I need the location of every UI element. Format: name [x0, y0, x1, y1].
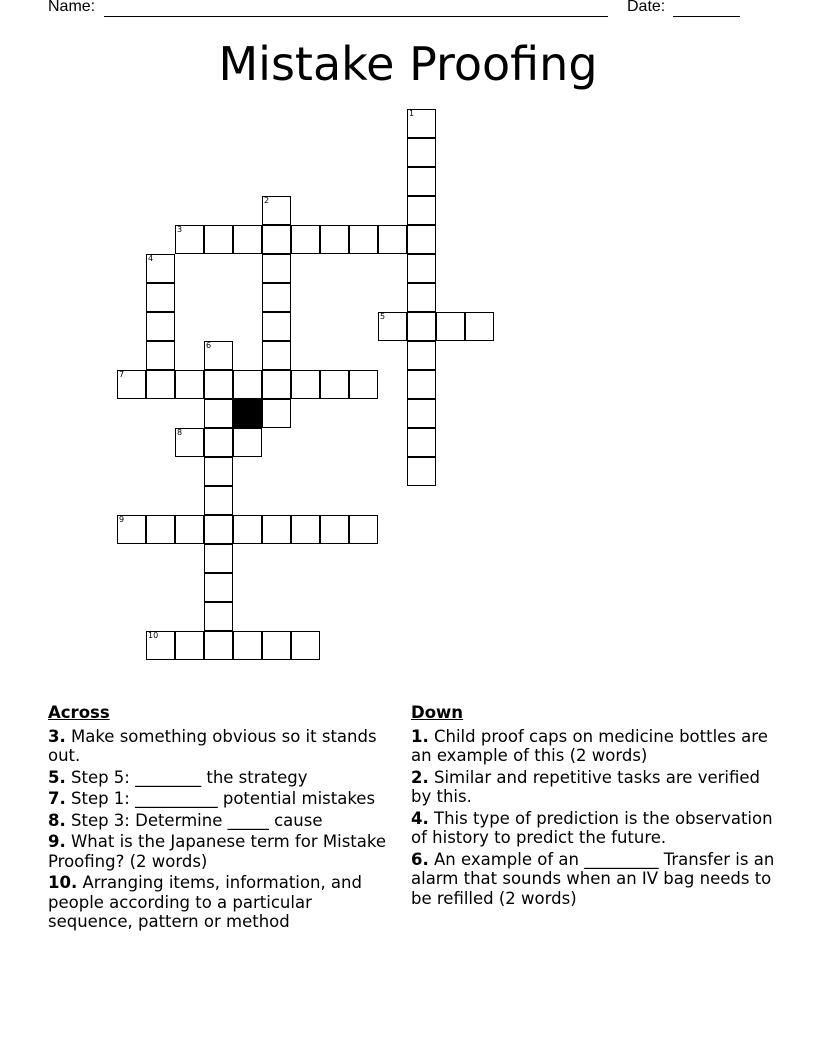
grid-cell[interactable]	[233, 515, 262, 544]
clue-number: 2.	[411, 767, 429, 787]
grid-cell[interactable]	[233, 370, 262, 399]
grid-cell[interactable]	[117, 515, 146, 544]
across-clue	[48, 768, 398, 788]
grid-cell[interactable]	[436, 312, 465, 341]
grid-cell[interactable]	[407, 457, 436, 486]
grid-cell[interactable]	[407, 370, 436, 399]
grid-cell[interactable]	[204, 457, 233, 486]
clue-number: 3	[177, 225, 183, 234]
grid-cell[interactable]	[291, 370, 320, 399]
grid-cell[interactable]	[146, 283, 175, 312]
across-clue	[48, 789, 398, 809]
clue-number: 6	[206, 341, 212, 350]
grid-cell[interactable]	[407, 254, 436, 283]
grid-cell[interactable]	[262, 196, 291, 225]
across-clue	[48, 873, 398, 932]
clue-number: 6.	[411, 849, 429, 869]
clue-text: Make something obvious so it stands out.	[48, 726, 377, 765]
grid-cell[interactable]	[204, 370, 233, 399]
grid-cell[interactable]	[407, 428, 436, 457]
across-clue-list	[48, 727, 398, 932]
name-label: Name:	[48, 0, 96, 15]
grid-cell[interactable]	[378, 225, 407, 254]
down-clue	[411, 768, 781, 807]
down-clue	[411, 727, 781, 766]
clue-number: 8	[177, 428, 183, 437]
grid-cell[interactable]	[291, 515, 320, 544]
down-clue-list	[411, 727, 781, 909]
grid-cell[interactable]	[146, 370, 175, 399]
black-cell	[233, 399, 262, 428]
page-title: Mistake Proofing	[218, 37, 598, 91]
clue-number: 2	[264, 196, 270, 205]
across-clue	[48, 832, 398, 871]
down-clue	[411, 850, 781, 909]
grid-cell[interactable]	[233, 225, 262, 254]
grid-cell[interactable]	[262, 370, 291, 399]
clue-number: 4	[148, 254, 154, 263]
date-label: Date:	[627, 0, 666, 15]
grid-cell[interactable]	[204, 399, 233, 428]
grid-cell[interactable]	[233, 631, 262, 660]
clue-number: 1.	[411, 726, 429, 746]
grid-cell[interactable]	[407, 138, 436, 167]
grid-cell[interactable]	[262, 341, 291, 370]
grid-cell[interactable]	[407, 312, 436, 341]
grid-cell[interactable]	[378, 312, 407, 341]
grid-cell[interactable]	[146, 254, 175, 283]
grid-cell[interactable]	[175, 225, 204, 254]
clue-number: 1	[409, 109, 415, 118]
clue-text: An example of an _________ Transfer is an alarm that sounds when an IV bag needs to be refilled (2 words)	[411, 849, 775, 908]
grid-cell[interactable]	[146, 312, 175, 341]
grid-cell[interactable]	[465, 312, 494, 341]
grid-cell[interactable]	[204, 631, 233, 660]
down-clue	[411, 809, 781, 848]
clue-text: Similar and repetitive tasks are verified by this.	[411, 767, 760, 806]
clue-text: This type of prediction is the observation of history to predict the future.	[411, 808, 773, 847]
across-clues	[48, 703, 398, 934]
clue-text: Arranging items, information, and people according to a particular sequence, pattern or method	[48, 873, 362, 931]
grid-cell[interactable]	[262, 225, 291, 254]
grid-cell[interactable]	[175, 631, 204, 660]
grid-cell[interactable]	[262, 515, 291, 544]
grid-cell[interactable]	[146, 341, 175, 370]
grid-cell[interactable]	[320, 225, 349, 254]
grid-cell[interactable]	[233, 428, 262, 457]
grid-cell[interactable]	[262, 399, 291, 428]
clue-number: 7	[119, 370, 125, 379]
down-heading: Down	[411, 703, 464, 722]
grid-cell[interactable]	[291, 631, 320, 660]
clue-number: 5.	[48, 767, 66, 787]
grid-cell[interactable]	[349, 225, 378, 254]
grid-cell[interactable]	[175, 515, 204, 544]
clue-number: 3.	[48, 726, 66, 746]
grid-cell[interactable]	[262, 283, 291, 312]
grid-cell[interactable]	[204, 602, 233, 631]
grid-cell[interactable]	[349, 515, 378, 544]
grid-cell[interactable]	[407, 341, 436, 370]
grid-cell[interactable]	[204, 225, 233, 254]
grid-cell[interactable]	[407, 399, 436, 428]
grid-cell[interactable]	[204, 341, 233, 370]
clue-number: 10.	[48, 873, 78, 892]
grid-cell[interactable]	[204, 573, 233, 602]
clue-number: 10	[148, 631, 159, 640]
clue-number: 9.	[48, 832, 66, 851]
grid-cell[interactable]	[407, 225, 436, 254]
grid-cell[interactable]	[204, 544, 233, 573]
clue-number: 4.	[411, 808, 429, 828]
grid-cell[interactable]	[146, 631, 175, 660]
clue-number: 5	[380, 312, 386, 321]
grid-cell[interactable]	[262, 312, 291, 341]
clue-number: 7.	[48, 789, 66, 808]
grid-cell[interactable]	[175, 428, 204, 457]
grid-cell[interactable]	[320, 515, 349, 544]
clue-text: Step 1: __________ potential mistakes	[65, 789, 376, 808]
clue-text: Step 5: ________ the strategy	[65, 767, 308, 787]
across-clue	[48, 811, 398, 831]
grid-cell[interactable]	[146, 515, 175, 544]
clue-text: What is the Japanese term for Mistake Proofing? (2 words)	[48, 832, 386, 871]
grid-cell[interactable]	[291, 225, 320, 254]
grid-cell[interactable]	[175, 370, 204, 399]
across-heading: Across	[48, 703, 110, 722]
grid-cell[interactable]	[407, 167, 436, 196]
grid-cell[interactable]	[117, 370, 146, 399]
grid-cell[interactable]	[204, 428, 233, 457]
grid-cell[interactable]	[262, 631, 291, 660]
clue-text: Child proof caps on medicine bottles are an example of this (2 words)	[411, 726, 768, 765]
across-clue	[48, 727, 398, 766]
clue-number: 8.	[48, 810, 66, 830]
grid-cell[interactable]	[320, 370, 349, 399]
grid-cell[interactable]	[407, 283, 436, 312]
down-clues	[411, 703, 781, 910]
clue-text: Step 3: Determine _____ cause	[65, 810, 323, 830]
grid-cell[interactable]	[204, 515, 233, 544]
grid-cell[interactable]	[349, 370, 378, 399]
grid-cell[interactable]	[407, 109, 436, 138]
grid-cell[interactable]	[262, 254, 291, 283]
clue-number: 9	[119, 515, 125, 524]
grid-cell[interactable]	[407, 196, 436, 225]
grid-cell[interactable]	[204, 486, 233, 515]
